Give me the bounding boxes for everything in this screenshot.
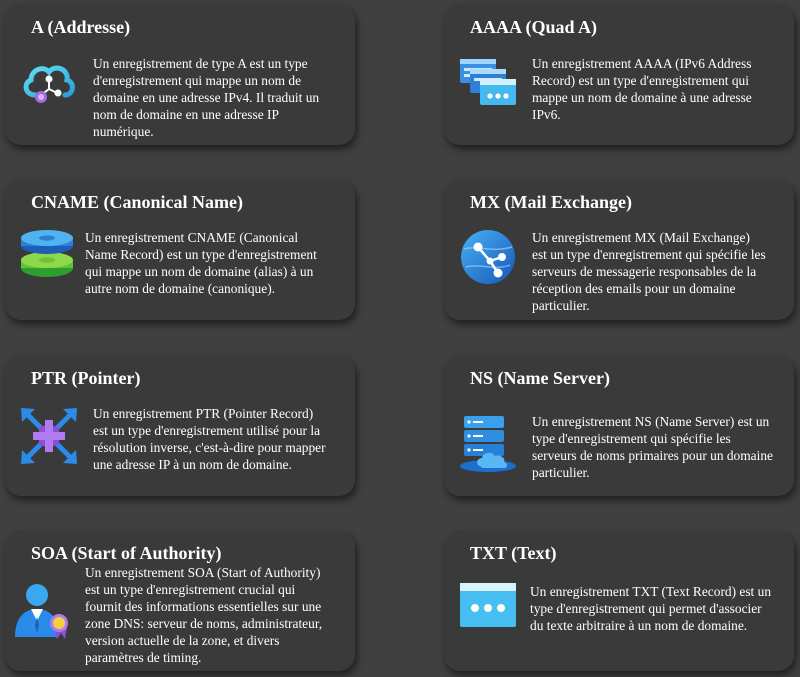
card-ptr-record — [5, 356, 355, 496]
card-txt-record — [444, 531, 794, 671]
card-title: NS (Name Server) — [470, 368, 610, 388]
card-description: Un enregistrement PTR (Pointer Record) est un type d'enregistrement utilisé pour la résolution inverse, c'est-à-dire pour mapper une adresse IP à un nom de domaine. — [93, 406, 326, 472]
card-description: Un enregistrement CNAME (Canonical Name Record) est un type d'enregistrement qui mappe un nom de domaine (alias) à un autre nom de domaine (canonique). — [85, 230, 317, 296]
card-description: Un enregistrement SOA (Start of Authority) est un type d'enregistrement crucial qui fournit des informations essentielles sur une zone DNS: serveur de noms, administrateur, version actuelle de la zone, et divers paramètres de timing. — [85, 565, 323, 665]
card-title: CNAME (Canonical Name) — [31, 192, 243, 212]
stacked-disks-icon — [17, 226, 77, 286]
card-title: SOA (Start of Authority) — [31, 543, 222, 563]
card-mx-record — [444, 180, 794, 320]
user-badge-icon — [11, 581, 71, 641]
card-title: MX (Mail Exchange) — [470, 192, 632, 212]
card-title: AAAA (Quad A) — [470, 17, 598, 37]
card-description: Un enregistrement NS (Name Server) est un type d'enregistrement qui spécifie les serveurs de noms primaires pour un domaine particulier. — [532, 414, 773, 480]
card-description: Un enregistrement MX (Mail Exchange) est un type d'enregistrement qui spécifie les serveurs de messagerie responsables de la réception des emails pour un domaine particulier. — [532, 230, 766, 313]
card-title: TXT (Text) — [470, 543, 557, 563]
card-title: A (Addresse) — [31, 17, 131, 37]
card-a-record — [5, 5, 355, 145]
network-globe-icon — [458, 227, 518, 287]
card-aaaa-record — [444, 5, 794, 145]
card-ns-record — [444, 356, 794, 496]
card-description: Un enregistrement de type A est un type d'enregistrement qui mappe un nom de domaine en une adresse IPv4. Il traduit un nom de domaine en une adresse IP numérique. — [93, 56, 320, 139]
card-description: Un enregistrement AAAA (IPv6 Address Record) est un type d'enregistrement qui mappe un nom de domaine à une adresse IPv6. — [532, 56, 752, 122]
card-cname-record — [5, 180, 355, 320]
browser-window-icon — [458, 581, 518, 641]
cloud-server-icon — [458, 414, 518, 474]
card-soa-record — [5, 531, 355, 671]
card-title: PTR (Pointer) — [31, 368, 141, 388]
card-description: Un enregistrement TXT (Text Record) est un type d'enregistrement qui permet d'associer du texte arbitraire à un nom de domaine. — [530, 584, 772, 633]
stacked-windows-icon — [458, 55, 518, 115]
expand-arrows-icon — [19, 406, 79, 466]
cloud-connection-icon — [19, 55, 79, 115]
